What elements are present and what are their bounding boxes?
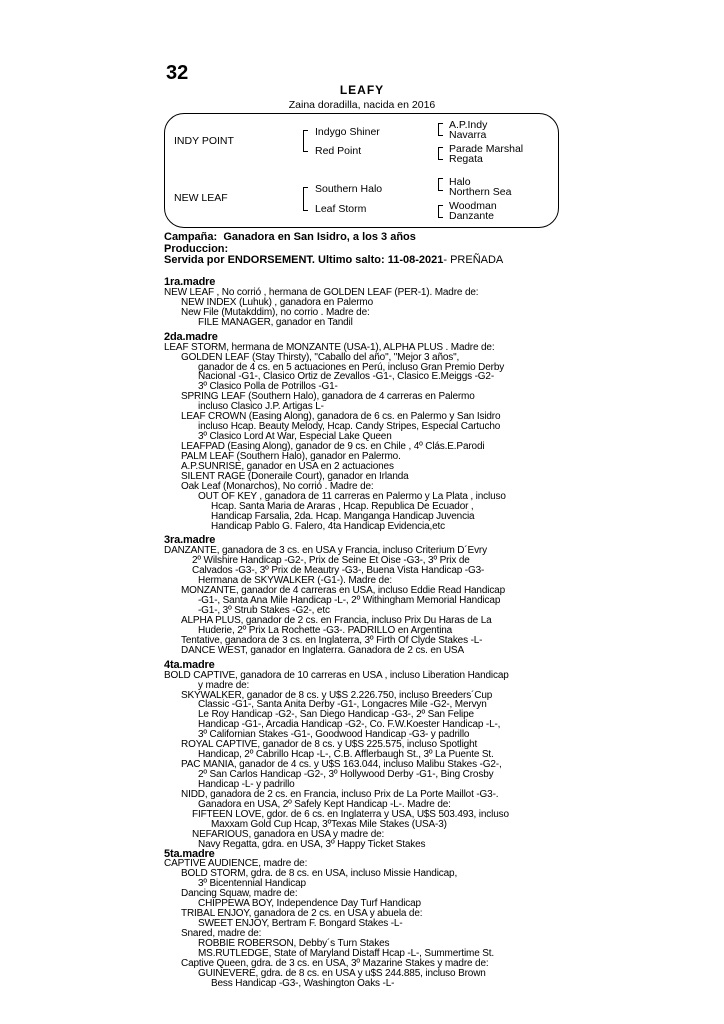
- text-line: Le Roy Handicap -G2-, San Diego Handicap -G3-, 2º San Felipe: [198, 709, 474, 721]
- pedigree-sire-dam: Red Point: [315, 145, 362, 157]
- bracket: [303, 187, 308, 211]
- text-line: ROBBIE ROBERSON, Debby´s Turn Stakes: [198, 937, 390, 949]
- pedigree-dss: Halo: [449, 176, 471, 188]
- text-line: GOLDEN LEAF (Stay Thirsty), "Caballo del año", "Mejor 3 años",: [181, 351, 460, 363]
- text-line: CHIPPEWA BOY, Independence Day Turf Handicap: [198, 898, 421, 910]
- pedigree-dam-sire: Southern Halo: [315, 183, 383, 195]
- text-line: GUINEVERE, gdra. de 8 cs. en USA y u$S 244.885, incluso Brown: [198, 967, 486, 979]
- pedigree-box: [164, 113, 559, 228]
- section-heading: 4ta.madre: [164, 658, 215, 671]
- section-heading: 5ta.madre: [164, 847, 215, 860]
- pedigree-sire-sire: Indygo Shiner: [315, 126, 380, 138]
- status-text: - PREÑADA: [443, 254, 504, 266]
- text-line: 3º Clasico Lord At War, Especial Lake Queen: [198, 431, 392, 443]
- text-line: BOLD CAPTIVE, ganadora de 10 carreras en USA , incluso Liberation Handicap: [164, 669, 509, 681]
- pedigree-sdd: Regata: [449, 153, 483, 165]
- text-line: FIFTEEN LOVE, gdor. de 6 cs. en Inglaterra y USA, U$S 503.493, incluso: [192, 808, 509, 820]
- text-line: Maxxam Gold Cup Hcap, 3ºTexas Mile Stakes (USA-3): [211, 818, 447, 830]
- pedigree-dsd: Northern Sea: [449, 186, 512, 198]
- text-line: LEAFPAD (Easing Along), ganador de 9 cs. en Chile , 4º Clás.E.Parodi: [181, 441, 485, 452]
- section-heading: 1ra.madre: [164, 276, 216, 288]
- text-line: New File (Mutakddim), no corrio . Madre de:: [181, 306, 370, 318]
- text-line: Dancing Squaw, madre de:: [181, 888, 298, 900]
- pedigree-ssd: Navarra: [449, 129, 487, 141]
- text-line: incluso Clasico J.P. Artigas L-: [198, 401, 324, 413]
- section-heading: 2da.madre: [164, 330, 218, 343]
- text-line: ALPHA PLUS, ganador de 2 cs. en Francia, incluso Prix Du Haras de La: [181, 614, 492, 626]
- text-line: 3º Bicentennial Handicap: [198, 878, 306, 890]
- text-line: 3º Clasico Polla de Potrillos -G1-: [198, 381, 338, 393]
- bracket: [438, 123, 443, 136]
- text-line: Classic -G1-, Santa Anita Derby -G1-, Longacres Mile -G2-, Mervyn: [198, 699, 487, 711]
- text-line: Ganadora en USA, 2º Safely Kept Handicap -L-. Madre de:: [198, 798, 451, 810]
- text-line: Oak Leaf (Monarchos), No corrió . Madre de:: [181, 480, 374, 492]
- text-line: PALM LEAF (Southern Halo), ganador en Palermo.: [181, 450, 401, 462]
- text-line: Navy Regatta, gdra. en USA, 3º Happy Ticket Stakes: [198, 838, 426, 850]
- bracket: [438, 205, 443, 218]
- female-family-text: [164, 278, 564, 989]
- text-line: BOLD STORM, gdra. de 8 cs. en USA, incluso Missie Handicap,: [181, 868, 458, 880]
- text-line: ganador de 4 cs. en 5 actuaciones en Perú, incluso Gran Premio Derby: [198, 361, 505, 373]
- text-line: Calvados -G3-, 3º Prix de Meautry -G3-, Buena Vista Handicap -G3-: [192, 565, 485, 577]
- horse-name: LEAFY: [339, 83, 385, 97]
- text-line: DANCE WEST, ganador en Inglaterra. Ganadora de 2 cs. en USA: [181, 644, 464, 656]
- text-line: Handicap, 2º Cabrillo Hcap -L-, C.B. Afflerbaugh St., 3º La Puente St.: [198, 749, 494, 761]
- text-line: Handicap -L- y padrillo: [198, 778, 295, 790]
- text-line: Snared, madre de:: [181, 928, 262, 939]
- text-line: A.P.SUNRISE, ganador en USA en 2 actuaciones: [181, 460, 394, 472]
- text-line: -G1-, Santa Ana Mile Handicap -L-, 2º Withingham Memorial Handicap: [198, 595, 501, 607]
- text-line: Bess Handicap -G3-, Washington Oaks -L-: [211, 977, 395, 989]
- campaign-text: Ganadora en San Isidro, a los 3 años: [223, 231, 416, 243]
- text-line: SILENT RAGE (Doneraile Court), ganador en Irlanda: [181, 470, 409, 482]
- text-line: ROYAL CAPTIVE, ganador de 8 cs. y U$S 225.575, incluso Spotlight: [181, 739, 478, 751]
- text-line: NEW INDEX (Luhuk) , ganadora en Palermo: [181, 296, 374, 308]
- text-line: Nacional -G1-, Clasico Ortiz de Zevallos -G1-, Clasico E.Meiggs -G2-: [198, 371, 495, 383]
- text-line: 2º Wilshire Handicap -G2-, Prix de Seine Et Oise -G3-, 3º Prix de: [192, 555, 470, 567]
- text-line: Hermana de SKYWALKER (-G1-). Madre de:: [198, 575, 392, 587]
- campaign-label: Campaña:: [164, 231, 218, 243]
- pedigree-sire: INDY POINT: [174, 135, 234, 147]
- text-line: PAC MANIA, ganador de 4 cs. y U$S 163.044, incluso Malibu Stakes -G2-,: [181, 759, 502, 771]
- text-line: NIDD, ganadora de 2 cs. en Francia, incluso Prix de La Porte Maillot -G3-.: [181, 788, 499, 800]
- text-line: FILE MANAGER, ganador en Tandil: [198, 316, 353, 328]
- pedigree-dds: Woodman: [449, 200, 497, 212]
- text-line: CAPTIVE AUDIENCE, madre de:: [164, 858, 308, 870]
- text-line: 3º Californian Stakes -G1-, Goodwood Handicap -G3- y padrillo: [198, 729, 470, 741]
- bracket: [438, 147, 443, 160]
- text-line: Captive Queen, gdra. de 3 cs. en USA, 3º Mazarine Stakes y madre de:: [181, 957, 489, 969]
- text-line: LEAF STORM, hermana de MONZANTE (USA-1), ALPHA PLUS . Madre de:: [164, 341, 495, 353]
- text-line: SWEET ENJOY, Bertram F. Bongard Stakes -L-: [198, 918, 403, 930]
- horse-description: Zaina doradilla, nacida en 2016: [288, 99, 436, 111]
- text-line: LEAF CROWN (Easing Along), ganadora de 6 cs. en Palermo y San Isidro: [181, 411, 501, 423]
- text-line: Handicap -G1-, Arcadia Handicap -G2-, Co. F.W.Koester Handicap -L-,: [198, 719, 501, 731]
- text-line: -G1-, 3º Strub Stakes -G2-, etc: [198, 605, 330, 616]
- text-line: 2º San Carlos Handicap -G2-, 3º Hollywood Derby -G1-, Bing Crosby: [198, 769, 494, 780]
- pedigree-dam: NEW LEAF: [174, 192, 228, 204]
- text-line: NEW LEAF , No corrió , hermana de GOLDEN LEAF (PER-1). Madre de:: [164, 286, 479, 298]
- pedigree-dam-dam: Leaf Storm: [315, 203, 367, 215]
- text-line: DANZANTE, ganadora de 3 cs. en USA y Francia, incluso Criterium D´Evry: [164, 545, 487, 557]
- lot-number: 32: [166, 62, 189, 84]
- text-line: Handicap Farsalia, 2da. Hcap. Manganga Handicap Juvencia: [211, 510, 475, 522]
- text-line: NEFARIOUS, ganadora en USA y madre de:: [192, 828, 385, 840]
- pedigree-sds: Parade Marshal: [449, 143, 524, 155]
- bracket: [438, 178, 443, 191]
- text-line: MS.RUTLEDGE, State of Maryland Distaff Hcap -L-, Summertime St.: [198, 947, 495, 959]
- text-line: Huderie, 2º Prix La Rochette -G3-. PADRILLO en Argentina: [198, 624, 453, 636]
- text-line: incluso Hcap. Beauty Melody, Hcap. Candy Stripes, Especial Cartucho: [198, 421, 501, 433]
- text-line: SKYWALKER, ganador de 8 cs. y U$S 2.226.750, incluso Breeders´Cup: [181, 689, 493, 701]
- text-line: OUT OF KEY , ganadora de 11 carreras en Palermo y La Plata , incluso: [198, 490, 506, 502]
- text-line: TRIBAL ENJOY, ganadora de 2 cs. en USA y abuela de:: [181, 908, 423, 920]
- bracket: [303, 130, 308, 152]
- section-heading: 3ra.madre: [164, 534, 216, 547]
- text-line: MONZANTE, ganador de 4 carreras en USA, incluso Eddie Read Handicap: [181, 585, 506, 597]
- pedigree-ddd: Danzante: [449, 210, 494, 222]
- production-label: Produccion:: [164, 242, 229, 255]
- served-text: Servida por ENDORSEMENT. Ultimo salto: 11-08-2021: [164, 254, 444, 266]
- campaign-block: [164, 232, 503, 267]
- text-line: Hcap. Santa Maria de Araras , Hcap. Republica De Ecuador ,: [211, 500, 474, 512]
- text-line: y madre de:: [198, 679, 250, 691]
- pedigree-sss: A.P.Indy: [449, 119, 488, 131]
- text-line: Tentative, ganadora de 3 cs. en Inglaterra, 3º Firth Of Clyde Stakes -L-: [181, 634, 483, 646]
- text-line: SPRING LEAF (Southern Halo), ganadora de 4 carreras en Palermo: [181, 391, 475, 403]
- text-line: Handicap Pablo G. Falero, 4ta Handicap Evidencia,etc: [211, 520, 446, 532]
